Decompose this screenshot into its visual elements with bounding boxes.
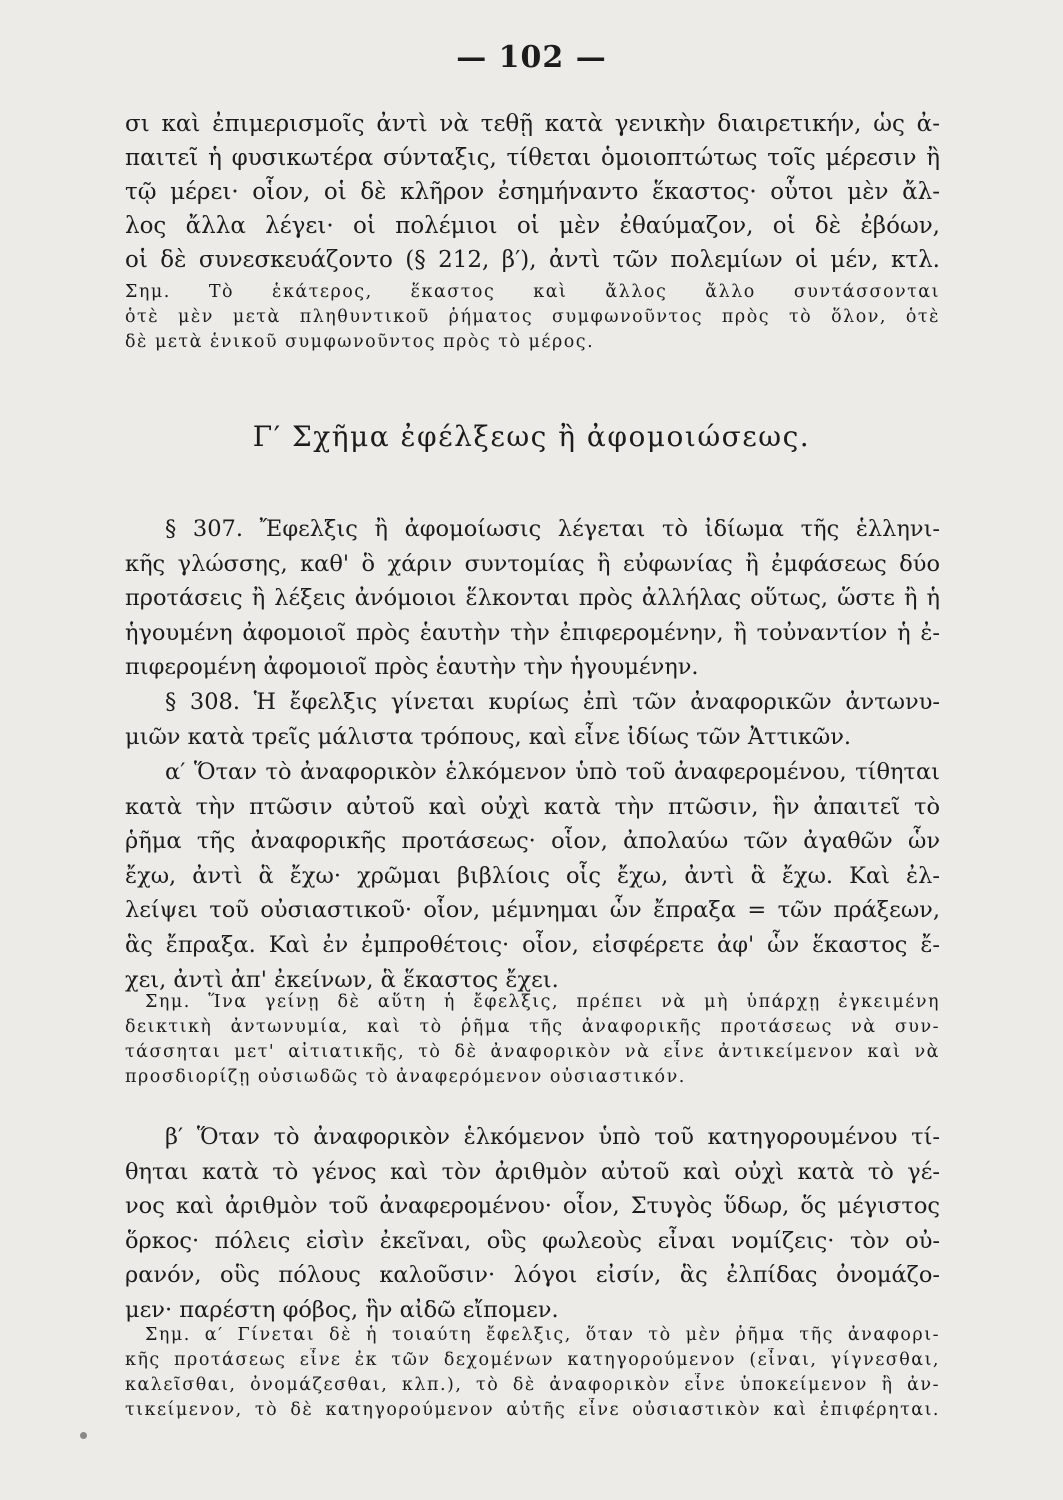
text-line: § 307. Ἔφελξις ἢ ἀφομοίωσις λέγεται τὸ ἰδίωμα τῆς ἑλληνι- (165, 516, 940, 542)
section-heading: Γ′ Σχῆμα ἐφέλξεως ἢ ἀφομοιώσεως. (252, 420, 811, 453)
text-line: λείψει τοῦ οὐσιαστικοῦ· οἷον, μέμνημαι ὧν ἔπραξα = τῶν πράξεων, (125, 897, 940, 924)
note-line: τικείμενον, τὸ δὲ κατηγορούμενον αὐτῆς εἶνε οὐσιαστικὸν καὶ ἐπιφέρηται. (125, 1400, 940, 1420)
text-line: χει, ἀντὶ ἀπ' ἐκείνων, ἃ ἕκαστος ἔχει. (125, 966, 559, 993)
text-line: § 308. Ἡ ἔφελξις γίνεται κυρίως ἐπὶ τῶν ἀναφορικῶν ἀντωνυ- (165, 689, 940, 715)
text-line: κατὰ τὴν πτῶσιν αὐτοῦ καὶ οὐχὶ κατὰ τὴν πτῶσιν, ἣν ἀπαιτεῖ τὸ (125, 793, 940, 820)
page-number: — 102 — (456, 40, 607, 75)
note-2 (125, 990, 940, 1090)
text-line: τῷ μέρει· οἷον, οἱ δὲ κλῆρον ἐσημήναντο ἕκαστος· οὗτοι μὲν ἄλ- (125, 179, 940, 205)
text-line: νος καὶ ἀριθμὸν τοῦ ἀναφερομένου· οἷον, Στυγὸς ὕδωρ, ὅς μέγιστος (125, 1193, 940, 1220)
text-line: ρανόν, οὓς πόλους καλοῦσιν· λόγοι εἰσίν, ἃς ἐλπίδας ὀνομάζο- (125, 1262, 940, 1289)
note-3 (125, 1323, 940, 1423)
text-line: παιτεῖ ἡ φυσικωτέρα σύνταξις, τίθεται ὁμοιοπτώτως τοῖς μέρεσιν ἢ (125, 145, 940, 171)
note-1 (125, 280, 940, 355)
section-307 (125, 512, 940, 685)
note-line: ὁτὲ μὲν μετὰ πληθυντικοῦ ῥήματος συμφωνοῦντος πρὸς τὸ ὅλον, ὁτὲ (125, 307, 940, 327)
text-line: πιφερομένη ἀφομοιοῖ πρὸς ἑαυτὴν τὴν ἡγουμένην. (125, 654, 699, 681)
note-line: δὲ μετὰ ἑνικοῦ συμφωνοῦντος πρὸς τὸ μέρος. (125, 332, 595, 352)
text-line: θηται κατὰ τὸ γένος καὶ τὸν ἀριθμὸν αὐτοῦ καὶ οὐχὶ κατὰ τὸ γέ- (125, 1158, 940, 1185)
text-line: λος ἄλλα λέγει· οἱ πολέμιοι οἱ μὲν ἐθαύμαζον, οἱ δὲ ἐβόων, (125, 213, 940, 239)
note-line: προσδιορίζῃ οὐσιωδῶς τὸ ἀναφερόμενον οὐσιαστικόν. (125, 1067, 686, 1087)
text-line: ἔχω, ἀντὶ ἃ ἔχω· χρῶμαι βιβλίοις οἷς ἔχω, ἀντὶ ἃ ἔχω. Καὶ ἐλ- (125, 862, 940, 889)
note-line: καλεῖσθαι, ὀνομάζεσθαι, κλπ.), τὸ δὲ ἀναφορικὸν εἶνε ὑποκείμενον ἢ ἀν- (125, 1375, 940, 1395)
text-line: μεν· παρέστη φόβος, ἣν αἰδῶ εἴπομεν. (125, 1296, 559, 1323)
paragraph-continuation (125, 107, 940, 277)
text-line: προτάσεις ἢ λέξεις ἀνόμοιοι ἕλκονται πρὸς ἀλλήλας οὕτως, ὥστε ἢ ἡ (125, 585, 940, 612)
case-beta (125, 1120, 940, 1328)
text-line: σι καὶ ἐπιμερισμοῖς ἀντὶ νὰ τεθῇ κατὰ γενικὴν διαιρετικήν, ὡς ἀ- (125, 111, 940, 137)
text-line: α′ Ὅταν τὸ ἀναφορικὸν ἑλκόμενον ὑπὸ τοῦ ἀναφερομένου, τίθηται (165, 759, 940, 785)
note-line: δεικτικὴ ἀντωνυμία, καὶ τὸ ῥῆμα τῆς ἀναφορικῆς προτάσεως νὰ συν- (125, 1017, 940, 1037)
text-line: ἃς ἔπραξα. Καὶ ἐν ἐμπροθέτοις· οἷον, εἰσφέρετε ἀφ' ὧν ἕκαστος ἔ- (125, 931, 940, 958)
note-line: κῆς προτάσεως εἶνε ἐκ τῶν δεχομένων κατηγορούμενον (εἶναι, γίγνεσθαι, (125, 1350, 940, 1370)
text-line: κῆς γλώσσης, καθ' ὃ χάριν συντομίας ἢ εὐφωνίας ἢ ἐμφάσεως δύο (125, 550, 940, 577)
note-line: Σημ. Τὸ ἑκάτερος, ἕκαστος καὶ ἄλλος ἄλλο συντάσσονται (125, 282, 940, 302)
text-line: ὅρκος· πόλεις εἰσὶν ἐκεῖναι, οὓς φωλεοὺς εἶναι νομίζεις· τὸν οὐ- (125, 1227, 940, 1254)
note-line: Σημ. Ἵνα γείνῃ δὲ αὕτη ἡ ἔφελξις, πρέπει νὰ μὴ ὑπάρχῃ ἐγκειμένη (145, 992, 940, 1012)
section-308 (125, 685, 940, 754)
text-line: ἡγουμένη ἀφομοιοῖ πρὸς ἑαυτὴν τὴν ἐπιφερομένην, ἢ τοὐναντίον ἡ ἐ- (125, 619, 940, 646)
text-line: β′ Ὅταν τὸ ἀναφορικὸν ἑλκόμενον ὑπὸ τοῦ κατηγορουμένου τί- (165, 1124, 940, 1150)
text-line: οἱ δὲ συνεσκευάζοντο (§ 212, β′), ἀντὶ τῶν πολεμίων οἱ μέν, κτλ. (125, 247, 940, 273)
text-line: μιῶν κατὰ τρεῖς μάλιστα τρόπους, καὶ εἶνε ἰδίως τῶν Ἀττικῶν. (125, 723, 852, 750)
case-alpha (125, 755, 940, 997)
note-line: τάσσηται μετ' αἰτιατικῆς, τὸ δὲ ἀναφορικὸν νὰ εἶνε ἀντικείμενον καὶ νὰ (125, 1042, 940, 1062)
margin-spot (80, 1432, 87, 1439)
text-line: ῥῆμα τῆς ἀναφορικῆς προτάσεως· οἷον, ἀπολαύω τῶν ἀγαθῶν ὧν (125, 828, 940, 855)
note-line: Σημ. α′ Γίνεται δὲ ἡ τοιαύτη ἔφελξις, ὅταν τὸ μὲν ῥῆμα τῆς ἀναφορι- (145, 1325, 940, 1345)
